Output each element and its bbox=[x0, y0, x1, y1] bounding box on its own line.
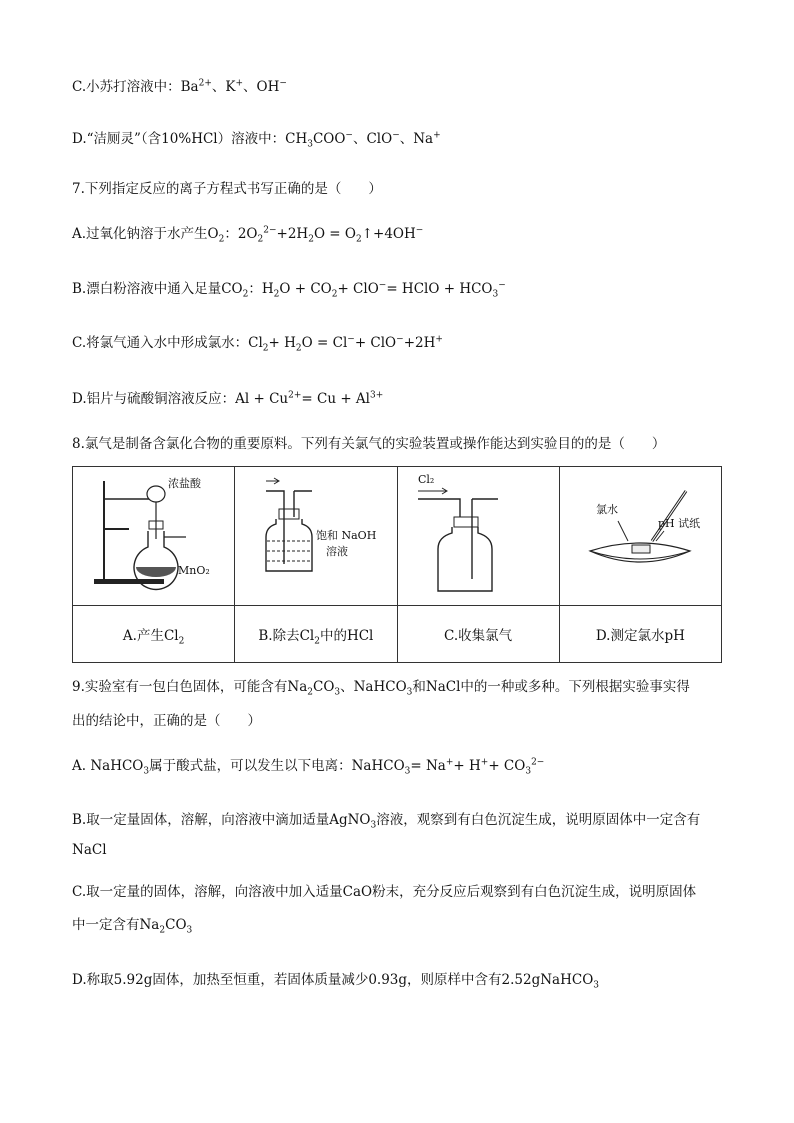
q8-diagram-b-cell bbox=[235, 467, 397, 606]
q8-caption-a: A.产生$Cl_2$ bbox=[73, 606, 235, 663]
q9-option-d: D.称取5.92g固体，加热至恒重，若固体质量减少0.93g，则原样中含有2.52gNaHCO$_3$ bbox=[72, 972, 599, 991]
q8-diagram-a-cell bbox=[73, 467, 235, 606]
q9-option-b-line2: NaCl bbox=[72, 842, 107, 858]
q8-caption-c: C.收集氯气 bbox=[397, 606, 559, 663]
q9-stem-line1: 9.实验室有一包白色固体，可能含有$Na_2CO_3$、NaHCO$_3$和NaCl中的一种或多种。下列根据实验事实得 bbox=[72, 679, 690, 698]
q9-option-b-line1: B.取一定量固体，溶解，向溶液中滴加适量AgNO$_3$溶液，观察到有白色沉淀生成，说明原固体中一定含有 bbox=[72, 812, 701, 831]
gas-collection-diagram bbox=[398, 469, 558, 599]
flask-apparatus-diagram bbox=[74, 469, 234, 599]
q6-option-d: D.“洁厕灵”（含10%HCl）溶液中：$CH_3COO^-$、ClO−、Na+ bbox=[72, 130, 441, 150]
solution-label: 溶液 bbox=[325, 545, 348, 558]
q6-option-c: C.小苏打溶液中：$Ba^{2+}$、K+、OH− bbox=[72, 78, 287, 95]
q8-stem: 8.氯气是制备含氯化合物的重要原料。下列有关氯气的实验装置或操作能达到实验目的的是（ ） bbox=[72, 436, 666, 452]
q9-option-a: A. NaHCO$_3$属于酸式盐，可以发生以下电离：NaHCO$_3$= $Na^++ H^++ CO_3^{2-}$ bbox=[72, 757, 545, 777]
q7-stem: 7.下列指定反应的离子方程式书写正确的是（ ） bbox=[72, 181, 382, 197]
q9-stem-line2: 出的结论中，正确的是（ ） bbox=[72, 713, 261, 729]
acid-label: 浓盐酸 bbox=[167, 477, 201, 490]
naoh-label: 饱和 NaOH bbox=[315, 529, 377, 542]
ph-test-diagram bbox=[560, 469, 720, 599]
q8-options-table bbox=[72, 466, 722, 663]
q7-option-b: B.漂白粉溶液中通入足量$CO_2$：$H_2O + CO_2+ ClO^-=$ HClO + $HCO_3^-$ bbox=[72, 280, 506, 300]
q8-caption-d: D.测定氯水pH bbox=[559, 606, 721, 663]
q7-option-a: A.过氧化钠溶于水产生$O_2$：$2O_2^{2-}+2H_2O$ = $O_2↑+4OH^-$ bbox=[72, 225, 424, 245]
q7-option-d: D.铝片与硫酸铜溶液反应：$Al + Cu^{2+}= Cu + Al^{3+}$ bbox=[72, 390, 384, 407]
cl2-label: Cl₂ bbox=[418, 473, 435, 486]
ph-paper-label: pH 试纸 bbox=[658, 517, 701, 530]
mno2-label: MnO₂ bbox=[177, 564, 210, 577]
q9-option-c-line1: C.取一定量的固体，溶解，向溶液中加入适量CaO粉末，充分反应后观察到有白色沉淀生成，说明原固体 bbox=[72, 884, 697, 900]
q8-diagram-c-cell bbox=[397, 467, 559, 606]
wash-bottle-diagram bbox=[236, 469, 396, 599]
chlorine-water-label: 氯水 bbox=[596, 503, 619, 516]
q9-option-c-line2: 中一定含有$Na_2CO_3$ bbox=[72, 917, 193, 936]
q8-caption-b: B.除去$Cl_2$中的HCl bbox=[235, 606, 397, 663]
q7-option-c: C.将氯气通入水中形成氯水：$Cl_2+ H_2O = Cl^-+ ClO^-+2H^+$ bbox=[72, 334, 443, 354]
q8-diagram-d-cell bbox=[559, 467, 721, 606]
